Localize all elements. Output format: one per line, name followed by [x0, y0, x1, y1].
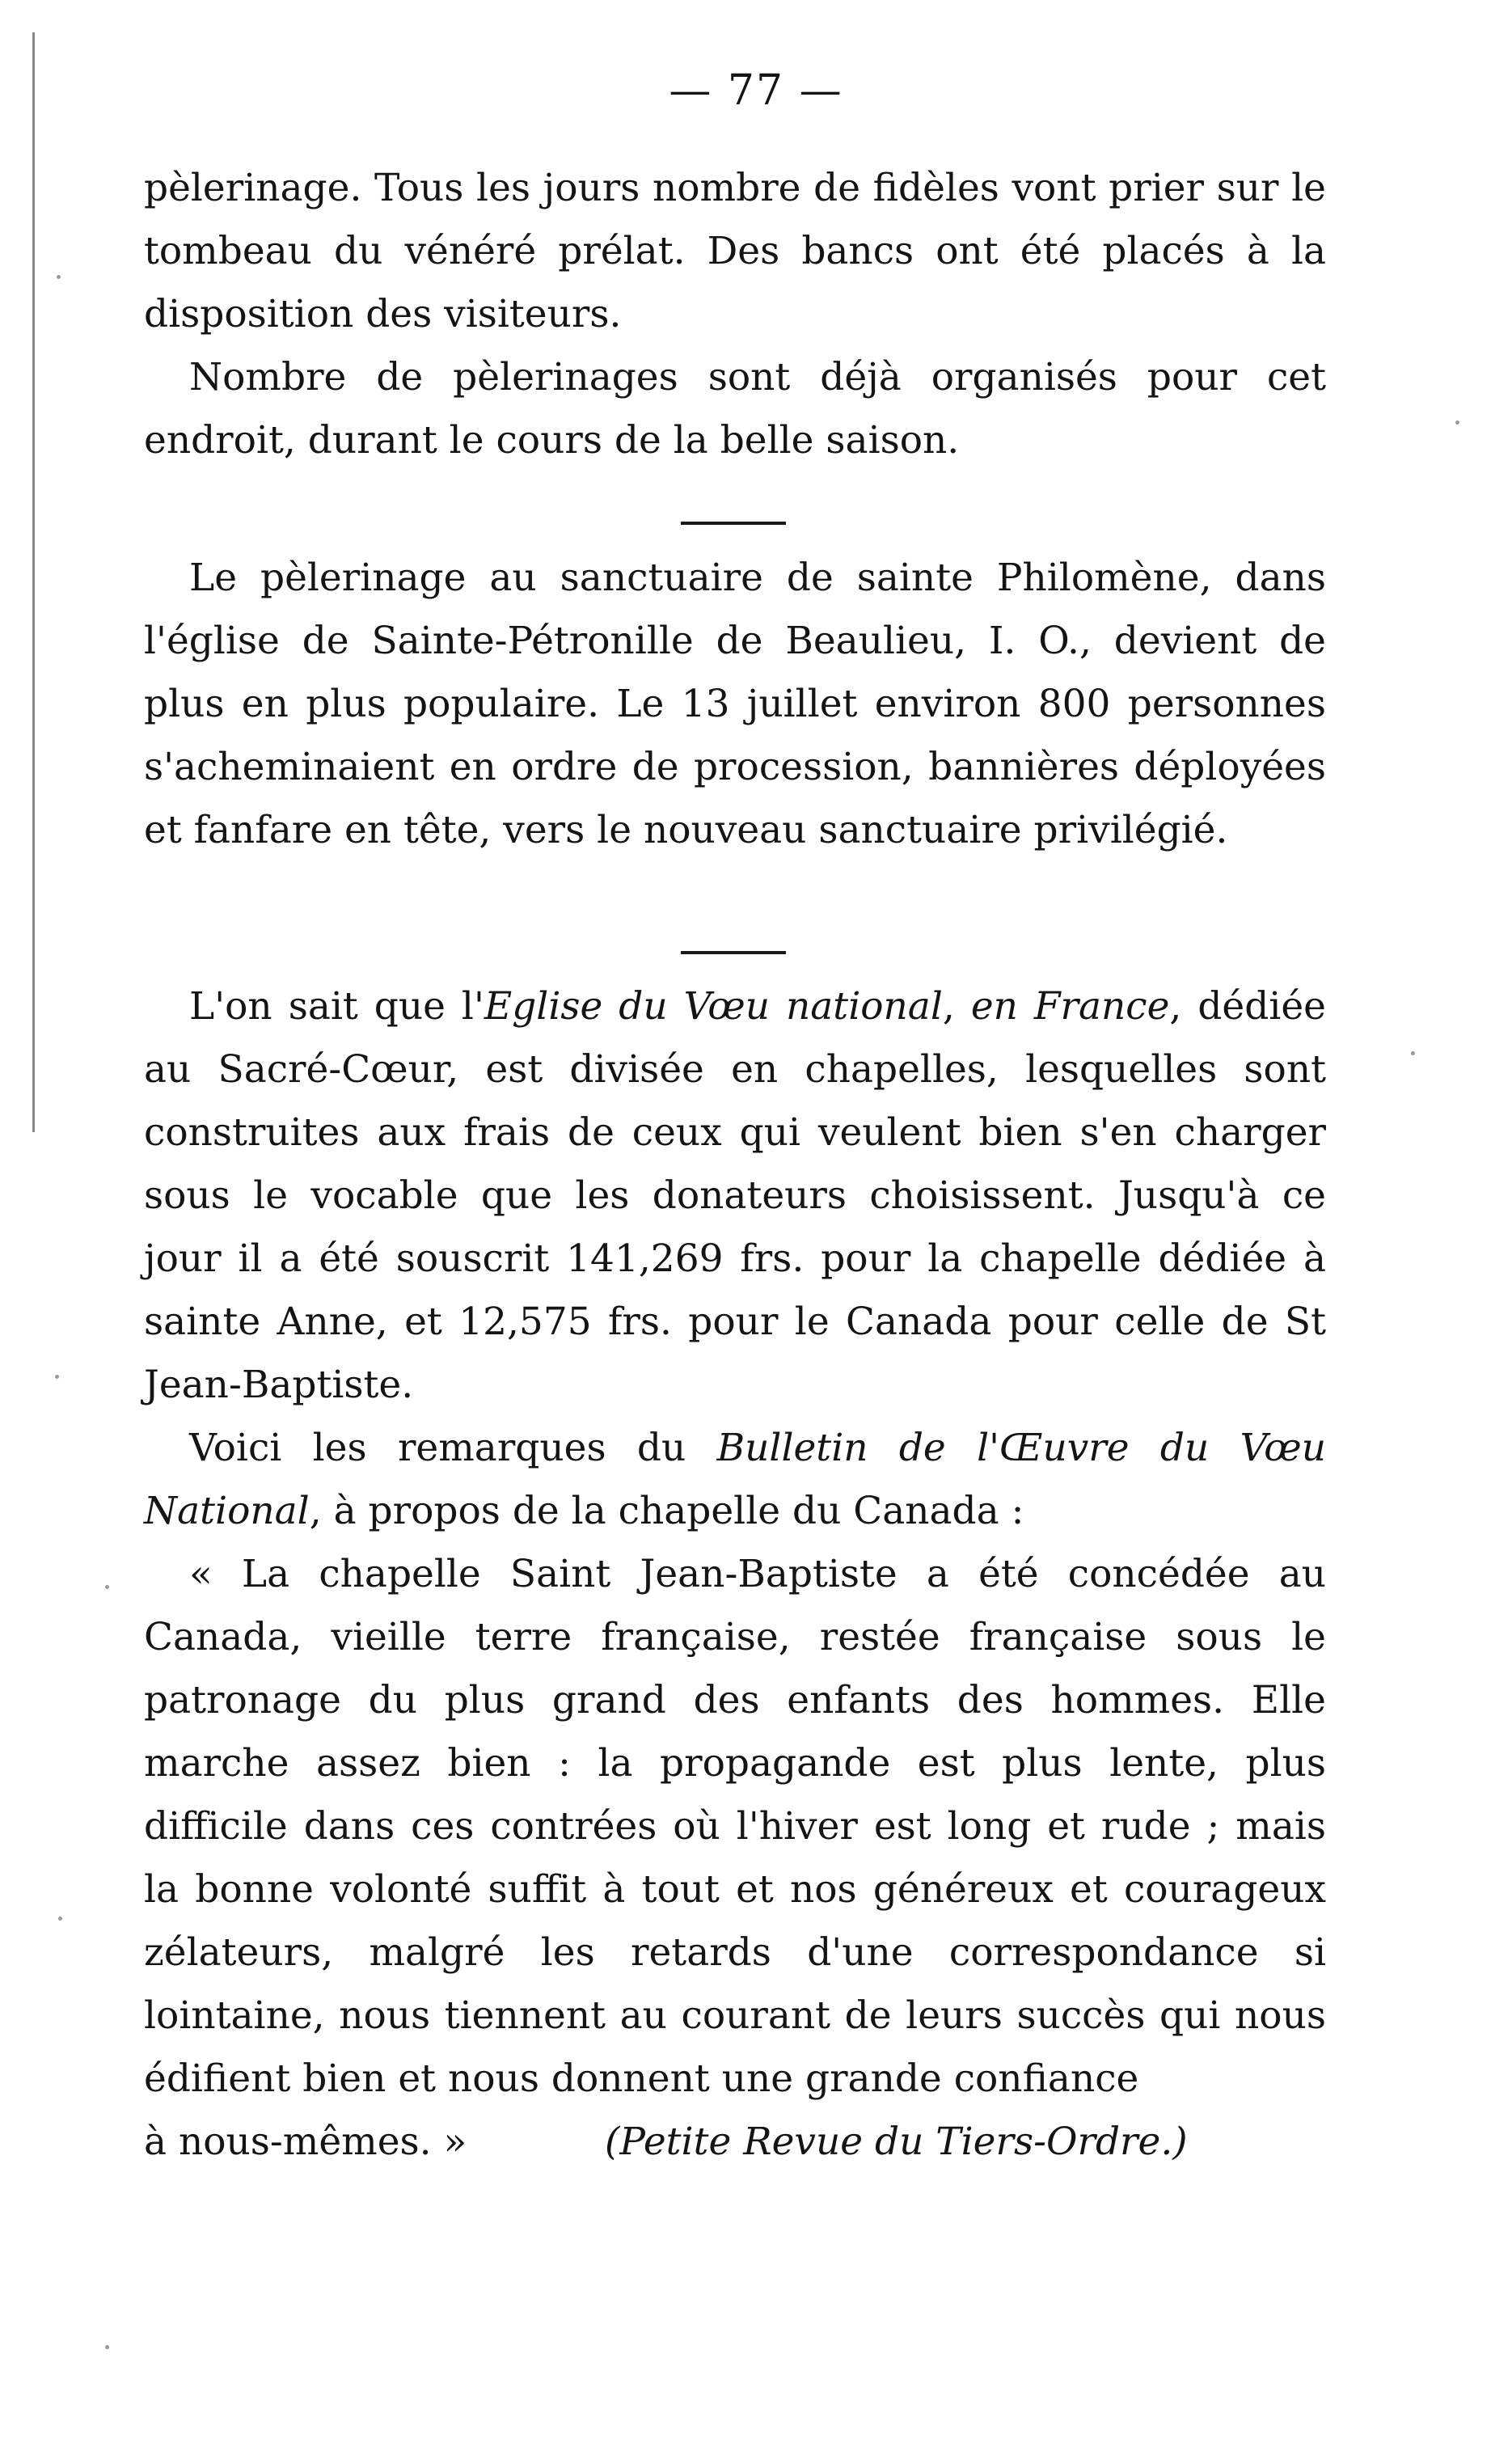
paragraph-6-quote: « La chapelle Saint Jean-Baptiste a été concédée au Canada, vieille terre française, restée française sous le patronage du plus grand des enfants des hommes. Elle marche assez bien : la propagande est plus lente, plus difficile dans ces contrées où l'hiver est long et rude ; mais la bonne volonté suffit à tout et nos généreux et courageux zélateurs, malgré les retards d'une correspondance si lointaine, nous tiennent au courant de leurs succès qui nous édifient bien et nous donnent une grande confiance	[144, 1552, 1326, 2101]
source-citation: (Petite Revue du Tiers-Ordre.)	[605, 2120, 1188, 2164]
page-number: — 77 —	[669, 66, 843, 115]
text-run: L'on sait que l'	[189, 984, 484, 1029]
scan-speck	[1411, 1051, 1415, 1055]
italic-place: en France	[970, 984, 1170, 1029]
paragraph-4	[144, 975, 1326, 1417]
section-divider	[681, 951, 786, 954]
paragraph-2: Nombre de pèlerinages sont déjà organisés pour cet endroit, durant le cours de la belle saison.	[144, 355, 1326, 463]
scan-speck	[105, 2345, 109, 2349]
scan-edge-line	[32, 32, 35, 1132]
quote-end-line	[144, 2111, 1326, 2174]
text-section-3	[144, 975, 1326, 2111]
scan-speck	[57, 275, 61, 279]
quote-end-text: à nous-mêmes. »	[144, 2120, 467, 2164]
text-section-2	[144, 547, 1326, 862]
paragraph-5	[144, 1417, 1326, 1543]
paragraph-1: pèlerinage. Tous les jours nombre de fidèles vont prier sur le tombeau du vénéré prélat. Des bancs ont été placés à la disposition des visiteurs.	[144, 166, 1326, 336]
section-divider	[681, 522, 786, 525]
text-run: , dédiée au Sacré-Cœur, est divisée en chapelles, lesquelles sont construites aux frais de ceux qui veulent bien s'en charger sous le vocable que les donateurs choisissent. Jusqu'à ce jour il a été souscrit 141,269 frs. pour la chapelle dédiée à sainte Anne, et 12,575 frs. pour le Canada pour celle de St Jean-Baptiste.	[144, 984, 1326, 1407]
italic-title: Eglise du Vœu national	[484, 984, 943, 1029]
paragraph-3: Le pèlerinage au sanctuaire de sainte Philomène, dans l'église de Sainte-Pétronille de Beaulieu, I. O., devient de plus en plus populaire. Le 13 juillet environ 800 personnes s'acheminaient en ordre de procession, bannières déployées et fanfare en tête, vers le nouveau sanctuaire privilégié.	[144, 556, 1326, 852]
scan-speck	[55, 1375, 59, 1379]
text-run: , à propos de la chapelle du Canada :	[309, 1489, 1024, 1533]
scan-speck	[58, 1917, 62, 1921]
text-run: ,	[942, 984, 971, 1029]
text-run: Voici les remarques du	[189, 1426, 717, 1470]
scan-speck	[105, 1585, 109, 1589]
text-section-1	[144, 157, 1326, 472]
scan-speck	[1455, 421, 1459, 425]
italic-title: Bulletin de l'Œuvre du Vœu National	[144, 1426, 1326, 1533]
